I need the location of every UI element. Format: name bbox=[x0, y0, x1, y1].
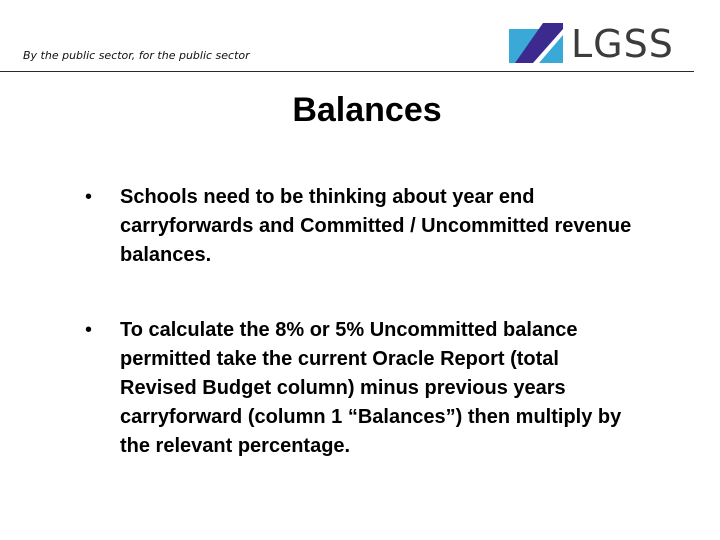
slide-title: Balances bbox=[292, 91, 442, 129]
lgss-logo-text: LGSS bbox=[571, 22, 674, 66]
lgss-logo-mark-icon bbox=[509, 23, 563, 63]
header-tagline: By the public sector, for the public sector bbox=[23, 49, 250, 62]
bullet-list bbox=[0, 183, 720, 461]
bullet-text: To calculate the 8% or 5% Uncommitted balance permitted take the current Oracle Report (total Revised Budget column) minus previous years carryforward (column 1 “Balances”) then multiply by the relevant percentage. bbox=[120, 319, 622, 457]
bullet-marker: • bbox=[85, 186, 93, 208]
bullet-text: Schools need to be thinking about year end carryforwards and Committed / Uncommitted revenue balances. bbox=[120, 186, 632, 266]
bullet-item-carryforwards bbox=[0, 183, 640, 270]
lgss-logo bbox=[509, 19, 689, 69]
bullet-marker: • bbox=[85, 319, 93, 341]
bullet-item-calculation bbox=[0, 316, 640, 461]
header-divider bbox=[0, 71, 694, 72]
